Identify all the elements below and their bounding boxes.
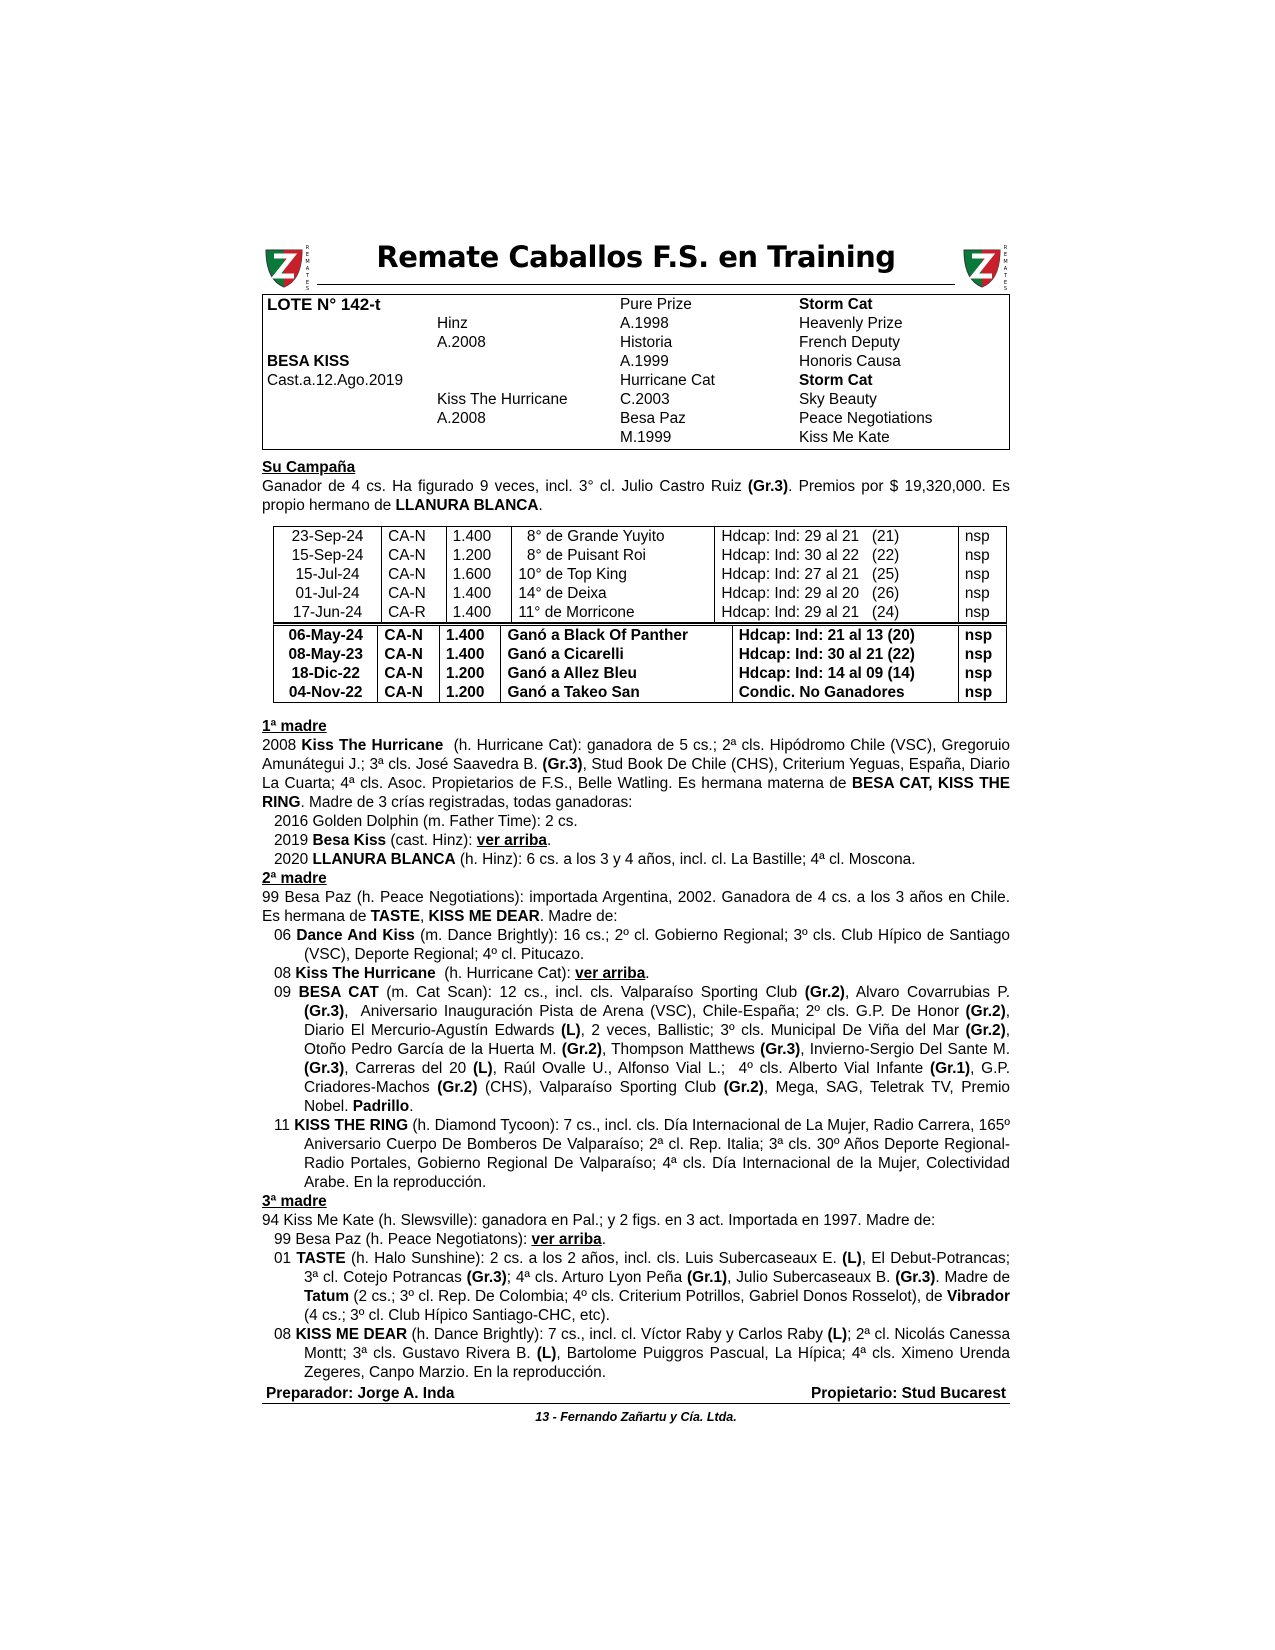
first-dam-text: 2008 Kiss The Hurricane (h. Hurricane Cat): ganadora de 5 cs.; 2ª cls. Hipódromo Chile (VSC), Gregoruio Amunátegui J.; 3ª cls. José Saavedra B. (Gr.3), Stud Book De Chile (CHS), Criterium Yeguas, España, Diario La Cuarta; 4ª cls. Asoc. Propietarios de F.S., Belle Watling. Es hermana materna de BESA CAT, KISS THE RING. Madre de 3 crías registradas, todas ganadoras: xyxy=(262,737,1010,811)
race-note: nsp xyxy=(958,664,1006,683)
owner: Propietario: Stud Bucarest xyxy=(811,1385,1006,1402)
pedigree-entry: Besa Paz xyxy=(620,410,686,427)
race-track: CA-N xyxy=(382,546,447,565)
race-note: nsp xyxy=(958,683,1006,702)
first-dam-heading: 1ª madre xyxy=(262,718,327,735)
offspring-item: 2020 LLANURA BLANCA (h. Hinz): 6 cs. a los 3 y 4 años, incl. cl. La Bastille; 4ª cl. Moscona. xyxy=(274,851,916,868)
race-note: nsp xyxy=(958,645,1006,664)
race-distance: 1.200 xyxy=(439,664,501,683)
race-track: CA-N xyxy=(378,626,440,645)
sire-name: Hinz xyxy=(437,315,468,332)
pedigree-entry: Hurricane Cat xyxy=(620,372,715,389)
race-date: 18-Dic-22 xyxy=(291,665,360,682)
race-date: 15-Jul-24 xyxy=(295,566,360,583)
race-row xyxy=(274,527,1006,546)
race-distance: 1.400 xyxy=(439,645,501,664)
svg-text:T: T xyxy=(1003,273,1008,279)
horse-info: Cast.a.12.Ago.2019 xyxy=(267,372,404,389)
race-condition: Hdcap: Ind: 21 al 13 (20) xyxy=(732,626,958,645)
offspring-item: 08 Kiss The Hurricane (h. Hurricane Cat): ver arriba. xyxy=(274,965,650,982)
race-distance: 1.600 xyxy=(446,565,512,584)
race-distance: 1.200 xyxy=(446,546,512,565)
svg-text:E: E xyxy=(305,252,310,258)
race-note: nsp xyxy=(958,527,1006,546)
campaign-section xyxy=(262,458,1010,515)
race-row xyxy=(274,603,1006,622)
pedigree-entry: Storm Cat xyxy=(799,296,873,313)
race-note: nsp xyxy=(958,546,1006,565)
race-result: Ganó a Allez Bleu xyxy=(501,664,732,683)
race-distance: 1.200 xyxy=(439,683,501,702)
race-distance: 1.400 xyxy=(439,626,501,645)
svg-text:R: R xyxy=(305,245,310,251)
svg-text:A: A xyxy=(1003,266,1008,272)
pedigree-entry: Pure Prize xyxy=(620,296,692,313)
svg-text:E: E xyxy=(305,280,310,286)
race-condition: Hdcap: Ind: 14 al 09 (14) xyxy=(732,664,958,683)
campaign-text: Ganador de 4 cs. Ha figurado 9 veces, incl. 3° cl. Julio Castro Ruiz (Gr.3). Premios por $ 19,320,000. Es propio hermano de LLANURA BLANCA. xyxy=(262,478,1010,514)
race-note: nsp xyxy=(958,603,1006,622)
race-date: 06-May-24 xyxy=(288,627,363,644)
pedigree-col-grandparents xyxy=(620,295,715,447)
offspring-item: 06 Dance And Kiss (m. Dance Brightly): 16 cs.; 2º cl. Gobierno Regional; 3º cls. Club Hípico de Santiago (VSC), Deporte Regional; 4º cl. Pitucazo. xyxy=(274,927,1010,963)
pedigree-entry: A.1999 xyxy=(620,353,669,370)
race-track: CA-N xyxy=(382,584,447,603)
race-condition: Hdcap: Ind: 30 al 22 (22) xyxy=(715,546,959,565)
pedigree-col-greatgrandparents xyxy=(799,295,932,447)
race-date: 23-Sep-24 xyxy=(291,528,364,545)
pedigree-entry: French Deputy xyxy=(799,334,900,351)
svg-text:A: A xyxy=(305,266,310,272)
svg-text:R: R xyxy=(1003,245,1008,251)
third-dam-heading: 3ª madre xyxy=(262,1193,327,1210)
dam-name: Kiss The Hurricane xyxy=(437,391,568,408)
race-distance: 1.400 xyxy=(446,603,512,622)
race-track: CA-R xyxy=(382,603,447,622)
remates-logo-icon xyxy=(960,240,1010,290)
race-result: 8° de Grande Yuyito xyxy=(512,527,715,546)
race-condition: Hdcap: Ind: 27 al 21 (25) xyxy=(715,565,959,584)
pedigree-entry: Storm Cat xyxy=(799,372,873,389)
svg-text:M: M xyxy=(1003,259,1008,265)
race-note: nsp xyxy=(958,584,1006,603)
pedigree-col-horse xyxy=(267,295,403,390)
page-title: Remate Caballos F.S. en Training xyxy=(376,240,896,274)
svg-text:S: S xyxy=(305,286,310,290)
svg-text:M: M xyxy=(305,259,310,265)
race-condition: Hdcap: Ind: 29 al 21 (24) xyxy=(715,603,959,622)
race-track: CA-N xyxy=(378,664,440,683)
offspring-item: 99 Besa Paz (h. Peace Negotiatons): ver arriba. xyxy=(274,1231,606,1248)
svg-text:E: E xyxy=(1003,252,1008,258)
race-track: CA-N xyxy=(378,683,440,702)
pedigree-col-parents xyxy=(437,295,568,428)
races-table xyxy=(273,526,1007,623)
race-condition: Hdcap: Ind: 30 al 21 (22) xyxy=(732,645,958,664)
race-condition: Hdcap: Ind: 29 al 20 (26) xyxy=(715,584,959,603)
wins-table xyxy=(273,623,1007,703)
race-result: 10° de Top King xyxy=(512,565,715,584)
offspring-item: 2019 Besa Kiss (cast. Hinz): ver arriba. xyxy=(274,832,552,849)
race-condition: Condic. No Ganadores xyxy=(732,683,958,702)
trainer: Preparador: Jorge A. Inda xyxy=(266,1385,455,1402)
page-credit: 13 - Fernando Zañartu y Cía. Ltda. xyxy=(535,1410,737,1424)
offspring-item: 01 TASTE (h. Halo Sunshine): 2 cs. a los 2 años, incl. cls. Luis Subercaseaux E. (L), El Debut-Potrancas; 3ª cl. Cotejo Potrancas (Gr.3); 4ª cls. Arturo Lyon Peña (Gr.1), Julio Subercaseaux B. (Gr.3). Madre de Tatum (2 cs.; 3º cl. Rep. De Colombia; 4º cls. Criterium Potrillos, Gabriel Donos Rosselot), de Vibrador (4 cs.; 3º cl. Club Hípico Santiago-CHC, etc). xyxy=(274,1250,1011,1324)
footer-line xyxy=(262,1384,1010,1404)
race-track: CA-N xyxy=(378,645,440,664)
race-date: 04-Nov-22 xyxy=(288,684,363,701)
third-dam-text: 94 Kiss Me Kate (h. Slewsville): ganadora en Pal.; y 2 figs. en 3 act. Importada en 1997. Madre de: xyxy=(262,1212,936,1229)
header xyxy=(262,240,1010,290)
race-result: 11° de Morricone xyxy=(512,603,715,622)
race-result: Ganó a Takeo San xyxy=(501,683,732,702)
campaign-heading: Su Campaña xyxy=(262,459,356,476)
sire-year: A.2008 xyxy=(437,334,486,351)
pedigree-entry: Kiss Me Kate xyxy=(799,429,890,446)
race-date: 08-May-23 xyxy=(288,646,363,663)
dam-year: A.2008 xyxy=(437,410,486,427)
race-condition: Hdcap: Ind: 29 al 21 (21) xyxy=(715,527,959,546)
race-row xyxy=(274,565,1006,584)
race-note: nsp xyxy=(958,626,1006,645)
second-dam-heading: 2ª madre xyxy=(262,870,327,887)
race-distance: 1.400 xyxy=(446,527,512,546)
race-result: Ganó a Black Of Panther xyxy=(501,626,732,645)
race-result: 8° de Puisant Roi xyxy=(512,546,715,565)
svg-text:S: S xyxy=(1003,286,1008,290)
pedigree-box xyxy=(262,294,1010,450)
race-result: Ganó a Cicarelli xyxy=(501,645,732,664)
pedigree-entry: A.1998 xyxy=(620,315,669,332)
race-distance: 1.400 xyxy=(446,584,512,603)
race-row xyxy=(274,584,1006,603)
win-row xyxy=(274,645,1006,664)
win-row xyxy=(274,664,1006,683)
race-note: nsp xyxy=(958,565,1006,584)
third-dam-section xyxy=(262,1192,1010,1382)
win-row xyxy=(274,626,1006,645)
race-date: 17-Jun-24 xyxy=(292,604,363,621)
svg-text:T: T xyxy=(305,273,310,279)
offspring-item: 11 KISS THE RING (h. Diamond Tycoon): 7 cs., incl. cls. Día Internacional de La Mujer, Radio Carrera, 165º Aniversario Cuerpo De Bomberos De Valparaíso; 2ª cl. Rep. Italia; 3ª cls. 30º Años Deporte Regional-Radio Portales, Gobierno Regional De Valparaíso; 4ª cls. Día Internacional de la Mujer, Colectividad Arabe. En la reproducción. xyxy=(274,1117,1010,1191)
pedigree-entry: Honoris Causa xyxy=(799,353,901,370)
offspring-item: 08 KISS ME DEAR (h. Dance Brightly): 7 cs., incl. cl. Víctor Raby y Carlos Raby (L); 2ª cl. Nicolás Canessa Montt; 3ª cls. Gustavo Rivera B. (L), Bartolome Puiggros Pascual, La Hípica; 4ª cls. Ximeno Urenda Zegeres, Canpo Marzio. En la reproducción. xyxy=(274,1326,1010,1381)
race-track: CA-N xyxy=(382,527,447,546)
title-rule xyxy=(317,284,955,285)
win-row xyxy=(274,683,1006,702)
second-dam-text: 99 Besa Paz (h. Peace Negotiations): importada Argentina, 2002. Ganadora de 4 cs. a los 3 años en Chile. Es hermana de TASTE, KISS ME DEAR. Madre de: xyxy=(262,889,1010,925)
pedigree-entry: Heavenly Prize xyxy=(799,315,903,332)
pedigree-entry: C.2003 xyxy=(620,391,670,408)
race-date: 01-Jul-24 xyxy=(295,585,360,602)
race-row xyxy=(274,546,1006,565)
pedigree-entry: M.1999 xyxy=(620,429,672,446)
pedigree-entry: Historia xyxy=(620,334,673,351)
horse-name: BESA KISS xyxy=(267,353,350,370)
race-track: CA-N xyxy=(382,565,447,584)
offspring-item: 2016 Golden Dolphin (m. Father Time): 2 cs. xyxy=(274,813,578,830)
offspring-item: 09 BESA CAT (m. Cat Scan): 12 cs., incl. cls. Valparaíso Sporting Club (Gr.2), Alvaro Covarrubias P. (Gr.3), Aniversario Inauguración Pista de Arena (VSC), Chile-España; 2º cls. G.P. De Honor (Gr.2), Diario El Mercurio-Agustín Edwards (L), 2 veces, Ballistic; 3º cls. Municipal De Viña del Mar (Gr.2), Otoño Pedro García de la Huerta M. (Gr.2), Thompson Matthews (Gr.3), Invierno-Sergio Del Sante M. (Gr.3), Carreras del 20 (L), Raúl Ovalle U., Alfonso Vial L.; 4º cls. Alberto Vial Infante (Gr.1), G.P. Criadores-Machos (Gr.2) (CHS), Valparaíso Sporting Club (Gr.2), Mega, SAG, Teletrak TV, Premio Nobel. Padrillo. xyxy=(274,984,1010,1115)
race-date: 15-Sep-24 xyxy=(291,547,364,564)
remates-logo-icon xyxy=(262,240,312,290)
race-result: 14° de Deixa xyxy=(512,584,715,603)
catalog-page xyxy=(262,240,1010,1427)
pedigree-entry: Peace Negotiations xyxy=(799,410,933,427)
lot-number: LOTE N° 142-t xyxy=(267,295,381,314)
svg-text:E: E xyxy=(1003,280,1008,286)
pedigree-entry: Sky Beauty xyxy=(799,391,877,408)
first-dam-section xyxy=(262,717,1010,869)
second-dam-section xyxy=(262,869,1010,1192)
